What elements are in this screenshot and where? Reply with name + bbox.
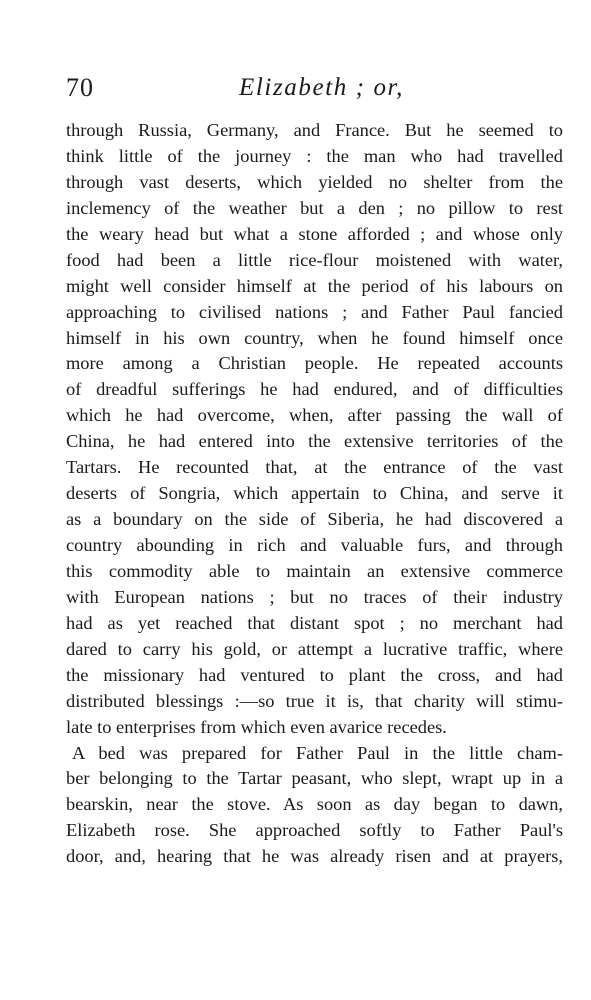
text-line: as a boundary on the side of Siberia, he had discovered a xyxy=(66,509,563,530)
text-line: the weary head but what a stone afforded ; and whose only xyxy=(66,223,563,244)
text-line: might well consider himself at the period of his labours on xyxy=(66,275,563,296)
page-number: 70 xyxy=(66,73,94,102)
text-line: dared to carry his gold, or attempt a lucrative traffic, where xyxy=(66,638,563,659)
text-line: of dreadful sufferings he had endured, and of difficulties xyxy=(66,379,563,400)
text-line: the missionary had ventured to plant the cross, and had xyxy=(66,664,563,685)
text-line: food had been a little rice-flour moistened with water, xyxy=(66,249,563,270)
text-line: through vast deserts, which yielded no shelter from the xyxy=(66,171,563,192)
text-line: late to enterprises from which even avarice recedes. xyxy=(66,716,447,737)
running-title: Elizabeth ; or, xyxy=(239,74,404,101)
text-line: approaching to civilised nations ; and Father Paul fancied xyxy=(66,301,563,322)
running-head xyxy=(66,73,561,107)
text-line: think little of the journey : the man who had travelled xyxy=(66,145,563,166)
text-line: country abounding in rich and valuable furs, and through xyxy=(66,535,563,555)
text-line: more among a Christian people. He repeated accounts xyxy=(66,353,563,374)
text-line: through Russia, Germany, and France. But he seemed to xyxy=(66,120,563,140)
text-line: with European nations ; but no traces of their industry xyxy=(66,586,563,607)
paragraph-1 xyxy=(66,118,563,741)
text-line: inclemency of the weather but a den ; no pillow to rest xyxy=(66,197,563,218)
paragraph-2 xyxy=(66,741,563,871)
text-line: deserts of Songria, which appertain to China, and serve it xyxy=(66,483,563,504)
text-line: himself in his own country, when he found himself once xyxy=(66,327,563,348)
text-line: which he had overcome, when, after passing the wall of xyxy=(66,405,563,426)
text-line: ber belonging to the Tartar peasant, who slept, wrapt up in a xyxy=(66,768,563,789)
text-line: A bed was prepared for Father Paul in the little cham- xyxy=(72,742,563,763)
text-line: China, he had entered into the extensive territories of the xyxy=(66,431,563,452)
text-line: Tartars. He recounted that, at the entrance of the vast xyxy=(66,457,563,478)
body-text xyxy=(66,118,563,870)
text-line: door, and, hearing that he was already risen and at prayers, xyxy=(66,846,563,867)
text-line: had as yet reached that distant spot ; no merchant had xyxy=(66,612,563,633)
text-line: distributed blessings :—so true it is, that charity will stimu- xyxy=(66,690,563,711)
text-line: bearskin, near the stove. As soon as day began to dawn, xyxy=(66,794,563,815)
text-line: Elizabeth rose. She approached softly to Father Paul's xyxy=(66,820,563,841)
text-line: this commodity able to maintain an extensive commerce xyxy=(66,560,563,581)
